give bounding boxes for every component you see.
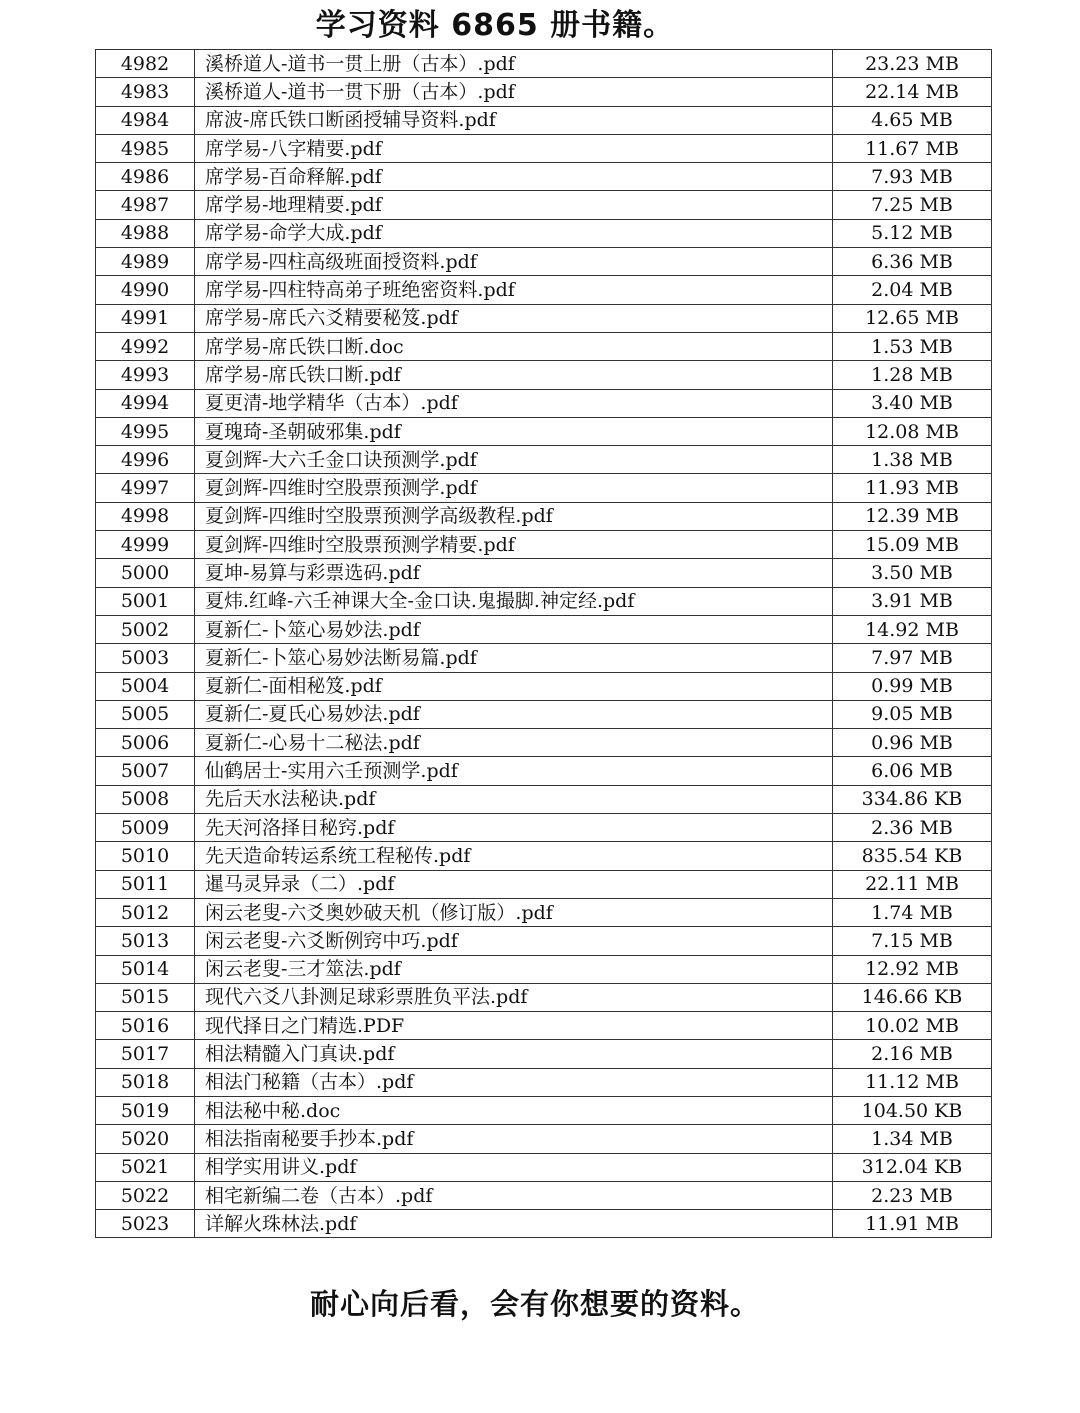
row-number-cell: 4997 <box>96 474 195 502</box>
table-row <box>96 1012 992 1040</box>
table-row <box>96 814 992 842</box>
file-size-cell: 2.04 MB <box>833 276 992 304</box>
file-size-cell: 22.14 MB <box>833 78 992 106</box>
row-number-cell: 5010 <box>96 842 195 870</box>
file-size-cell: 22.11 MB <box>833 870 992 898</box>
row-number-cell: 4991 <box>96 304 195 332</box>
file-name-cell: 闲云老叟-六爻断例窍中巧.pdf <box>195 927 833 955</box>
row-number-cell: 4989 <box>96 248 195 276</box>
row-number-cell: 5023 <box>96 1210 195 1238</box>
table-row <box>96 757 992 785</box>
file-size-cell: 835.54 KB <box>833 842 992 870</box>
row-number-cell: 5020 <box>96 1125 195 1153</box>
file-size-cell: 1.28 MB <box>833 361 992 389</box>
table-row <box>96 276 992 304</box>
file-name-cell: 席学易-命学大成.pdf <box>195 219 833 247</box>
row-number-cell: 4999 <box>96 531 195 559</box>
file-name-cell: 席学易-席氏铁口断.pdf <box>195 361 833 389</box>
file-name-cell: 夏炜.红峰-六壬神课大全-金口诀.鬼撮脚.神定经.pdf <box>195 587 833 615</box>
row-number-cell: 4983 <box>96 78 195 106</box>
file-size-cell: 9.05 MB <box>833 700 992 728</box>
row-number-cell: 5000 <box>96 559 195 587</box>
row-number-cell: 5018 <box>96 1068 195 1096</box>
table-row <box>96 955 992 983</box>
file-size-cell: 11.12 MB <box>833 1068 992 1096</box>
row-number-cell: 5013 <box>96 927 195 955</box>
file-size-cell: 12.65 MB <box>833 304 992 332</box>
row-number-cell: 5014 <box>96 955 195 983</box>
table-row <box>96 615 992 643</box>
table-row <box>96 1068 992 1096</box>
table-row <box>96 191 992 219</box>
table-row <box>96 870 992 898</box>
file-name-cell: 席波-席氏铁口断函授辅导资料.pdf <box>195 106 833 134</box>
file-size-cell: 11.93 MB <box>833 474 992 502</box>
file-size-cell: 10.02 MB <box>833 1012 992 1040</box>
file-size-cell: 12.39 MB <box>833 502 992 530</box>
file-name-cell: 相法秘中秘.doc <box>195 1096 833 1124</box>
table-row <box>96 248 992 276</box>
row-number-cell: 5003 <box>96 644 195 672</box>
file-name-cell: 席学易-四柱高级班面授资料.pdf <box>195 248 833 276</box>
table-row <box>96 1096 992 1124</box>
row-number-cell: 5005 <box>96 700 195 728</box>
file-size-cell: 4.65 MB <box>833 106 992 134</box>
table-row <box>96 1210 992 1238</box>
row-number-cell: 4982 <box>96 50 195 78</box>
file-name-cell: 相法精髓入门真诀.pdf <box>195 1040 833 1068</box>
row-number-cell: 5015 <box>96 983 195 1011</box>
table-row <box>96 474 992 502</box>
file-size-cell: 3.40 MB <box>833 389 992 417</box>
row-number-cell: 5004 <box>96 672 195 700</box>
file-name-cell: 夏新仁-卜筮心易妙法断易篇.pdf <box>195 644 833 672</box>
table-row <box>96 559 992 587</box>
table-row <box>96 1125 992 1153</box>
file-name-cell: 夏新仁-卜筮心易妙法.pdf <box>195 615 833 643</box>
table-row <box>96 417 992 445</box>
table-row <box>96 927 992 955</box>
row-number-cell: 5017 <box>96 1040 195 1068</box>
file-name-cell: 详解火珠林法.pdf <box>195 1210 833 1238</box>
row-number-cell: 4988 <box>96 219 195 247</box>
file-name-cell: 溪桥道人-道书一贯上册（古本）.pdf <box>195 50 833 78</box>
table-row <box>96 134 992 162</box>
file-name-cell: 席学易-百命释解.pdf <box>195 163 833 191</box>
row-number-cell: 4995 <box>96 417 195 445</box>
row-number-cell: 4985 <box>96 134 195 162</box>
file-name-cell: 闲云老叟-三才筮法.pdf <box>195 955 833 983</box>
row-number-cell: 4998 <box>96 502 195 530</box>
file-size-cell: 12.08 MB <box>833 417 992 445</box>
file-size-cell: 104.50 KB <box>833 1096 992 1124</box>
file-size-cell: 1.74 MB <box>833 898 992 926</box>
table-row <box>96 729 992 757</box>
file-name-cell: 席学易-席氏六爻精要秘笈.pdf <box>195 304 833 332</box>
page-title: 学习资料 6865 册书籍。 <box>315 8 675 43</box>
file-size-cell: 2.23 MB <box>833 1181 992 1209</box>
file-size-cell: 1.53 MB <box>833 332 992 360</box>
file-list-table <box>95 49 992 1238</box>
file-size-cell: 3.91 MB <box>833 587 992 615</box>
row-number-cell: 5022 <box>96 1181 195 1209</box>
row-number-cell: 4992 <box>96 332 195 360</box>
table-row <box>96 78 992 106</box>
table-row <box>96 1040 992 1068</box>
row-number-cell: 4994 <box>96 389 195 417</box>
row-number-cell: 5019 <box>96 1096 195 1124</box>
file-name-cell: 夏剑辉-四维时空股票预测学.pdf <box>195 474 833 502</box>
file-name-cell: 席学易-四柱特高弟子班绝密资料.pdf <box>195 276 833 304</box>
file-size-cell: 3.50 MB <box>833 559 992 587</box>
file-name-cell: 夏新仁-夏氏心易妙法.pdf <box>195 700 833 728</box>
file-name-cell: 夏剑辉-四维时空股票预测学高级教程.pdf <box>195 502 833 530</box>
file-size-cell: 11.91 MB <box>833 1210 992 1238</box>
file-name-cell: 先后天水法秘诀.pdf <box>195 785 833 813</box>
file-name-cell: 夏剑辉-大六壬金口诀预测学.pdf <box>195 446 833 474</box>
file-size-cell: 14.92 MB <box>833 615 992 643</box>
table-row <box>96 502 992 530</box>
file-name-cell: 溪桥道人-道书一贯下册（古本）.pdf <box>195 78 833 106</box>
row-number-cell: 5006 <box>96 729 195 757</box>
table-row <box>96 50 992 78</box>
file-size-cell: 312.04 KB <box>833 1153 992 1181</box>
file-size-cell: 2.36 MB <box>833 814 992 842</box>
row-number-cell: 5011 <box>96 870 195 898</box>
file-size-cell: 7.25 MB <box>833 191 992 219</box>
table-row <box>96 1181 992 1209</box>
row-number-cell: 4990 <box>96 276 195 304</box>
row-number-cell: 5016 <box>96 1012 195 1040</box>
table-row <box>96 1153 992 1181</box>
file-name-cell: 暹马灵异录（二）.pdf <box>195 870 833 898</box>
file-name-cell: 夏剑辉-四维时空股票预测学精要.pdf <box>195 531 833 559</box>
file-size-cell: 11.67 MB <box>833 134 992 162</box>
file-name-cell: 席学易-地理精要.pdf <box>195 191 833 219</box>
file-name-cell: 先天河洛择日秘窍.pdf <box>195 814 833 842</box>
table-row <box>96 898 992 926</box>
file-size-cell: 1.38 MB <box>833 446 992 474</box>
file-name-cell: 相学实用讲义.pdf <box>195 1153 833 1181</box>
file-size-cell: 5.12 MB <box>833 219 992 247</box>
table-row <box>96 785 992 813</box>
file-name-cell: 先天造命转运系统工程秘传.pdf <box>195 842 833 870</box>
file-name-cell: 夏坤-易算与彩票选码.pdf <box>195 559 833 587</box>
file-size-cell: 1.34 MB <box>833 1125 992 1153</box>
file-size-cell: 146.66 KB <box>833 983 992 1011</box>
table-row <box>96 644 992 672</box>
table-row <box>96 361 992 389</box>
footer-note: 耐心向后看，会有你想要的资料。 <box>309 1287 760 1321</box>
file-name-cell: 相宅新编二卷（古本）.pdf <box>195 1181 833 1209</box>
row-number-cell: 4986 <box>96 163 195 191</box>
table-row <box>96 531 992 559</box>
file-size-cell: 12.92 MB <box>833 955 992 983</box>
table-row <box>96 219 992 247</box>
table-row <box>96 389 992 417</box>
file-size-cell: 15.09 MB <box>833 531 992 559</box>
file-size-cell: 2.16 MB <box>833 1040 992 1068</box>
row-number-cell: 5002 <box>96 615 195 643</box>
row-number-cell: 5009 <box>96 814 195 842</box>
table-row <box>96 304 992 332</box>
file-name-cell: 相法指南秘要手抄本.pdf <box>195 1125 833 1153</box>
file-size-cell: 7.93 MB <box>833 163 992 191</box>
file-name-cell: 席学易-席氏铁口断.doc <box>195 332 833 360</box>
file-name-cell: 仙鹤居士-实用六壬预测学.pdf <box>195 757 833 785</box>
table-row <box>96 700 992 728</box>
file-name-cell: 夏瑰琦-圣朝破邪集.pdf <box>195 417 833 445</box>
file-name-cell: 现代择日之门精选.PDF <box>195 1012 833 1040</box>
file-size-cell: 7.15 MB <box>833 927 992 955</box>
row-number-cell: 5001 <box>96 587 195 615</box>
file-name-cell: 夏新仁-面相秘笈.pdf <box>195 672 833 700</box>
row-number-cell: 4984 <box>96 106 195 134</box>
table-row <box>96 842 992 870</box>
table-row <box>96 587 992 615</box>
file-name-cell: 夏新仁-心易十二秘法.pdf <box>195 729 833 757</box>
file-list-body <box>96 50 992 1238</box>
table-row <box>96 446 992 474</box>
file-size-cell: 0.96 MB <box>833 729 992 757</box>
table-row <box>96 332 992 360</box>
row-number-cell: 4996 <box>96 446 195 474</box>
file-name-cell: 现代六爻八卦测足球彩票胜负平法.pdf <box>195 983 833 1011</box>
file-name-cell: 相法门秘籍（古本）.pdf <box>195 1068 833 1096</box>
row-number-cell: 5008 <box>96 785 195 813</box>
file-name-cell: 闲云老叟-六爻奥妙破天机（修订版）.pdf <box>195 898 833 926</box>
row-number-cell: 5021 <box>96 1153 195 1181</box>
file-size-cell: 23.23 MB <box>833 50 992 78</box>
row-number-cell: 4987 <box>96 191 195 219</box>
file-size-cell: 7.97 MB <box>833 644 992 672</box>
table-row <box>96 106 992 134</box>
table-row <box>96 672 992 700</box>
table-row <box>96 983 992 1011</box>
file-name-cell: 夏更清-地学精华（古本）.pdf <box>195 389 833 417</box>
file-size-cell: 6.06 MB <box>833 757 992 785</box>
file-size-cell: 6.36 MB <box>833 248 992 276</box>
file-size-cell: 0.99 MB <box>833 672 992 700</box>
table-row <box>96 163 992 191</box>
row-number-cell: 5007 <box>96 757 195 785</box>
file-name-cell: 席学易-八字精要.pdf <box>195 134 833 162</box>
file-size-cell: 334.86 KB <box>833 785 992 813</box>
row-number-cell: 4993 <box>96 361 195 389</box>
row-number-cell: 5012 <box>96 898 195 926</box>
